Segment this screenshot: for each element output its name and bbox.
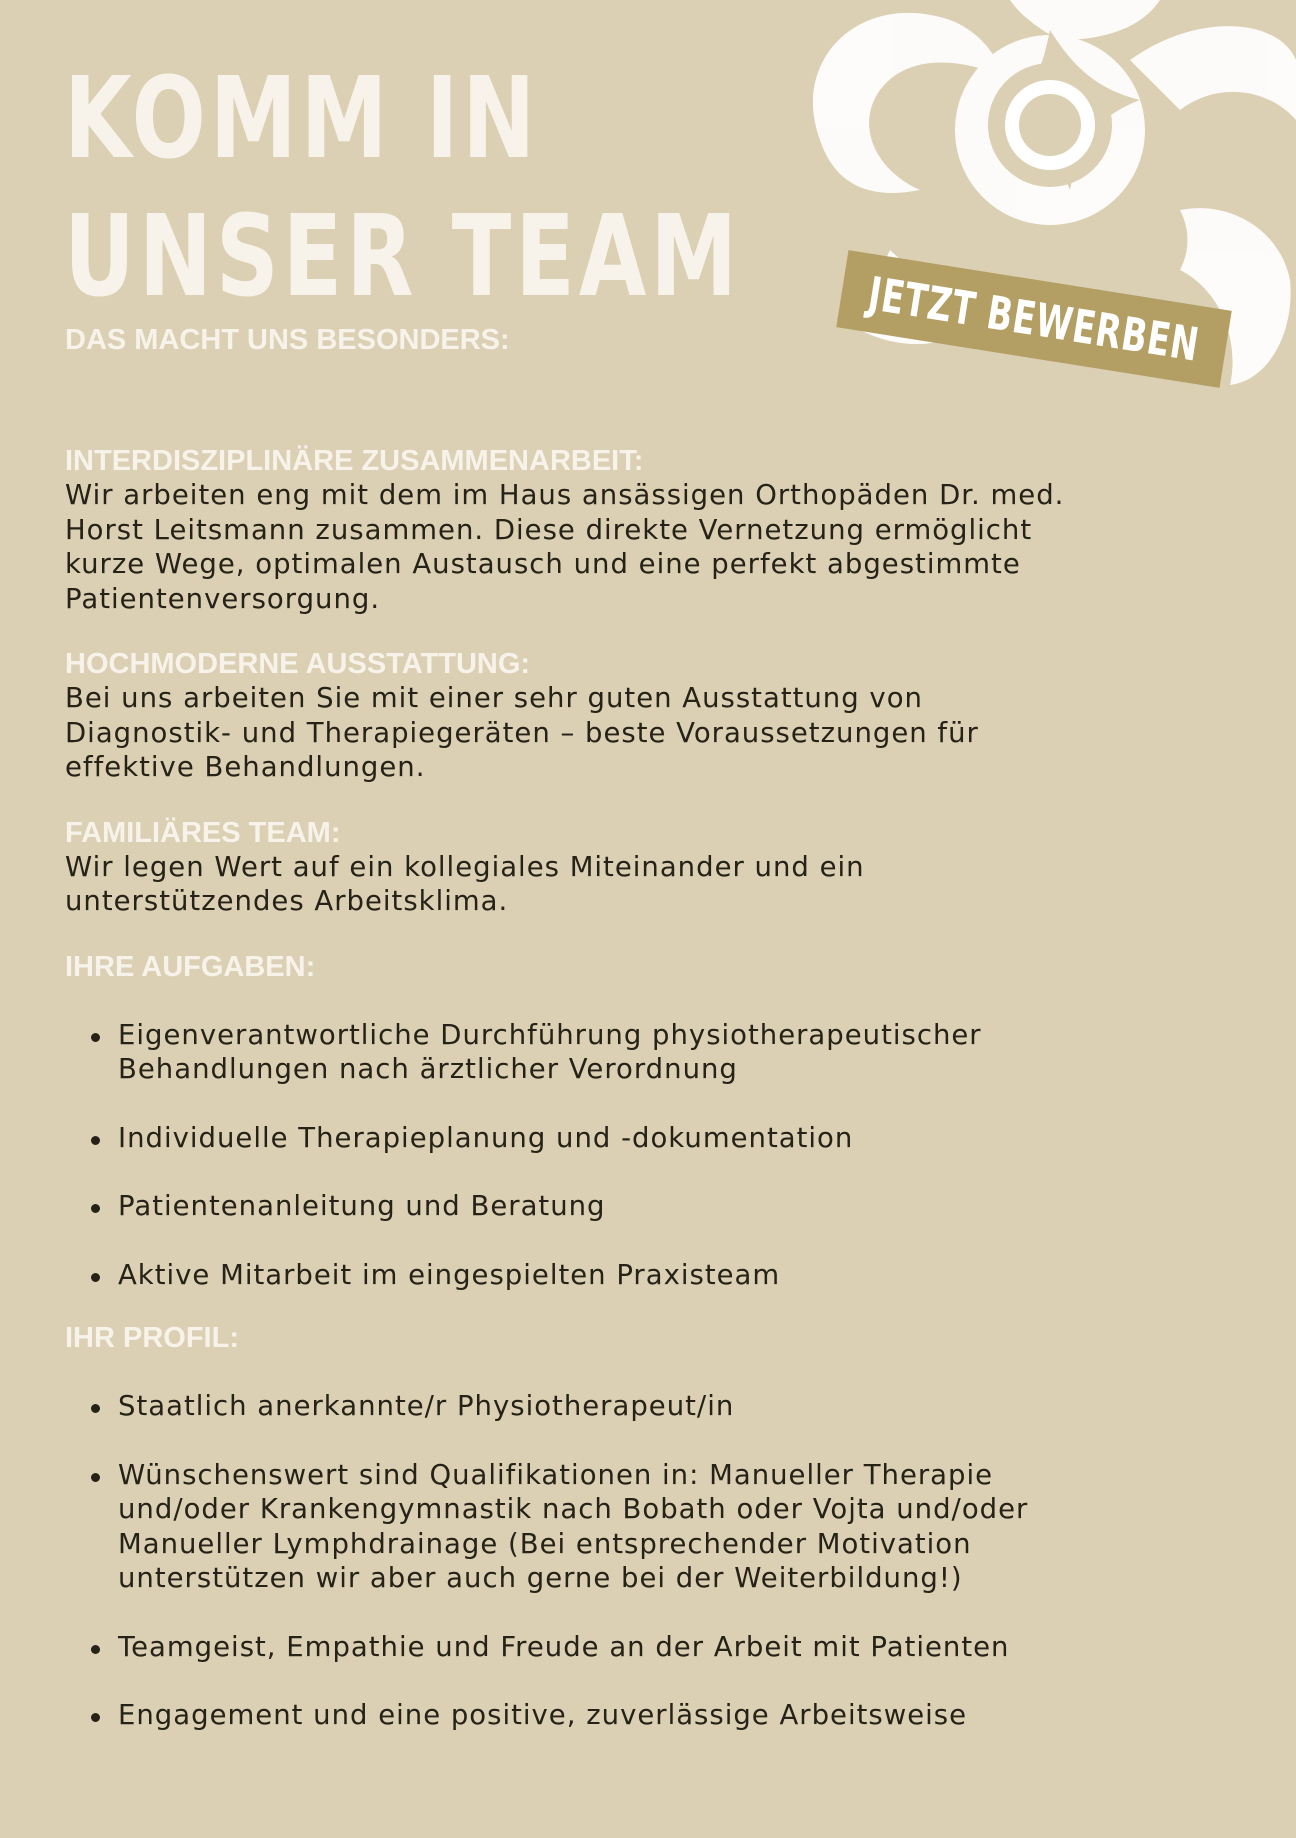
tasks-heading: IHRE AUFGABEN:	[65, 950, 316, 983]
feature-block	[65, 444, 1235, 616]
list-item: Staatlich anerkannte/r Physiotherapeut/in	[65, 1389, 1235, 1424]
hero-title-line-2: UNSER TEAM	[64, 192, 742, 322]
list-item: Wünschenswert sind Qualifikationen in: Manueller Therapie und/oder Krankengymnastik nach Bobath oder Vojta und/oder Manueller Lymphdrainage (Bei entsprechender Motivation unterstützen wir aber auch gerne bei der Weiterbildung!)	[65, 1458, 1235, 1596]
feature-text: Bei uns arbeiten Sie mit einer sehr guten Ausstattung von Diagnostik- und Therapiegeräten – beste Voraussetzungen für effektive Behandlungen.	[65, 682, 979, 783]
list-item: Individuelle Therapieplanung und -dokumentation	[65, 1121, 1235, 1156]
list-item: Teamgeist, Empathie und Freude an der Arbeit mit Patienten	[65, 1630, 1235, 1665]
profile-heading: IHR PROFIL:	[65, 1322, 239, 1354]
apply-now-label: JETZT BEWERBEN	[864, 266, 1204, 372]
profile-list	[65, 1389, 1235, 1733]
feature-block	[65, 816, 1235, 919]
list-item: Engagement und eine positive, zuverlässige Arbeitsweise	[65, 1698, 1235, 1733]
hero-title-line-1: KOMM IN	[64, 54, 540, 184]
list-item: Aktive Mitarbeit im eingespielten Praxisteam	[65, 1258, 1235, 1293]
feature-text: Wir arbeiten eng mit dem im Haus ansässigen Orthopäden Dr. med. Horst Leitsmann zusammen. Diese direkte Vernetzung ermöglicht kurze Wege, optimalen Austausch und eine perfekt abgestimmte Patientenversorgung.	[65, 479, 1065, 615]
list-item: Patientenanleitung und Beratung	[65, 1189, 1235, 1224]
feature-block	[65, 647, 1235, 785]
job-ad-content	[65, 320, 1235, 1733]
list-item: Eigenverantwortliche Durchführung physiotherapeutischer Behandlungen nach ärztlicher Verordnung	[65, 1018, 1235, 1087]
feature-text: Wir legen Wert auf ein kollegiales Miteinander und ein unterstützendes Arbeitsklima.	[65, 850, 865, 917]
feature-heading: FAMILIÄRES TEAM:	[65, 816, 341, 849]
feature-heading: HOCHMODERNE AUSSTATTUNG:	[65, 648, 531, 680]
hero-title	[64, 50, 741, 326]
intro-heading: DAS MACHT UNS BESONDERS:	[65, 324, 510, 356]
tasks-list	[65, 1018, 1235, 1293]
feature-heading: INTERDISZIPLINÄRE ZUSAMMENARBEIT:	[65, 445, 644, 477]
